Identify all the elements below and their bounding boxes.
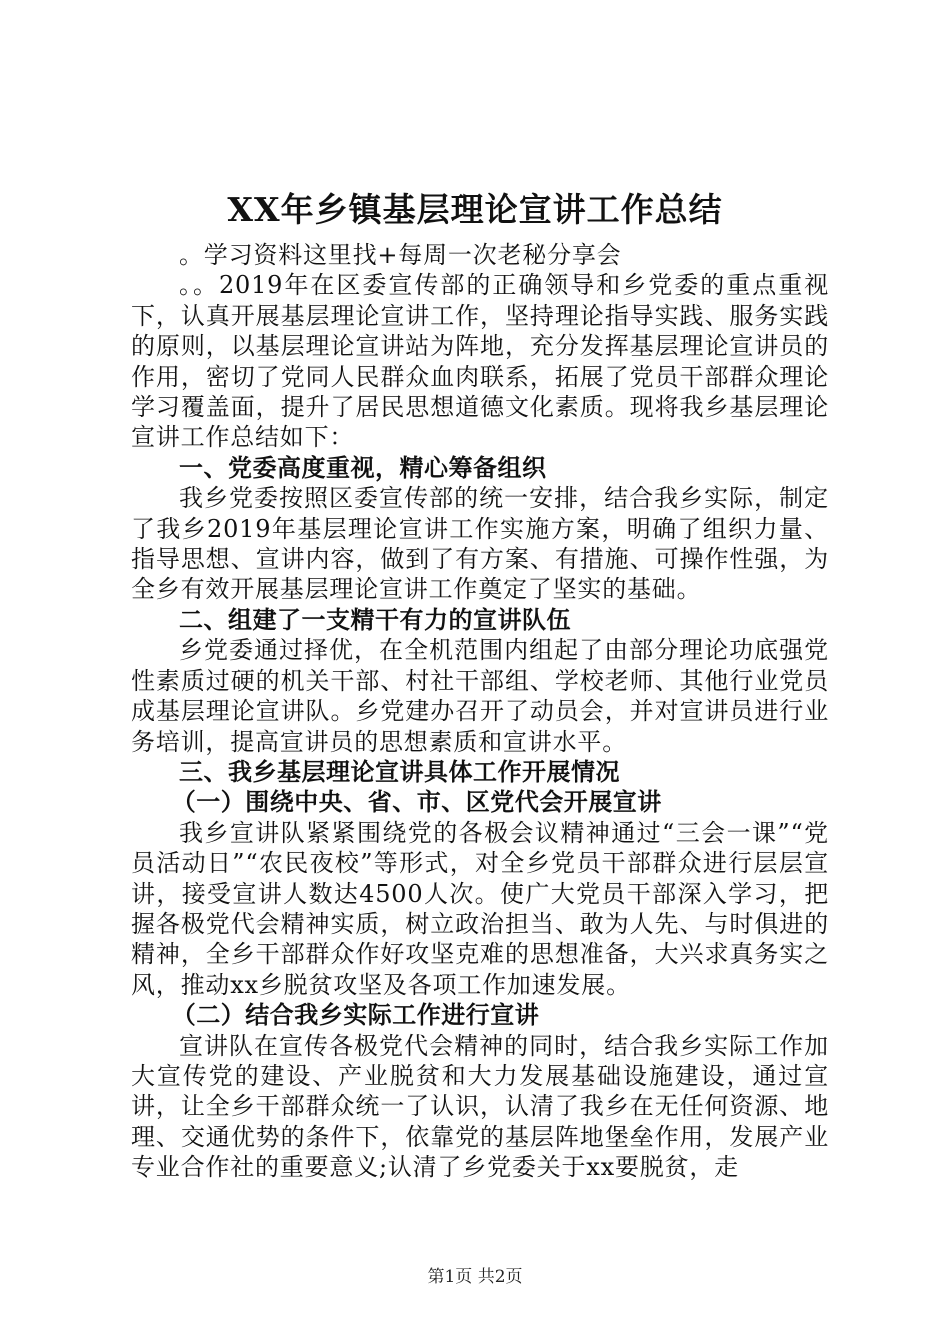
intro-paragraph: 。。2019年在区委宣传部的正确领导和乡党委的重点重视下，认真开展基层理论宣讲工作，坚持理论指导实践、服务实践的原则，以基层理论宣讲站为阵地，充分发挥基层理论宣讲员的作用，密切了党同人民群众血肉联系，拓展了党员干部群众理论学习覆盖面，提升了居民思想道德文化素质。现将我乡基层理论宣讲工作总结如下： bbox=[131, 271, 829, 452]
document-body bbox=[131, 240, 829, 1183]
section-heading-2: 二、组建了一支精干有力的宣讲队伍 bbox=[179, 605, 571, 634]
section-heading-3: 三、我乡基层理论宣讲具体工作开展情况 bbox=[179, 757, 620, 786]
subsection-heading-1: （一）围绕中央、省、市、区党代会开展宣讲 bbox=[171, 788, 662, 817]
subsection-paragraph-1: 我乡宣讲队紧紧围绕党的各极会议精神通过“三会一课”“党员活动日”“农民夜校”等形式，对全乡党员干部群众进行层层宣讲，接受宣讲人数达4500人次。使广大党员干部深入学习，把握各极党代会精神实质，树立政治担当、敢为人先、与时俱进的精神，全乡干部群众作好攻坚克难的思想准备，大兴求真务实之风，推动xx乡脱贫攻坚及各项工作加速发展。 bbox=[131, 818, 829, 999]
subsection-heading-2: （二）结合我乡实际工作进行宣讲 bbox=[171, 1001, 540, 1030]
section-paragraph-1: 我乡党委按照区委宣传部的统一安排，结合我乡实际，制定了我乡2019年基层理论宣讲工作实施方案，明确了组织力量、指导思想、宣讲内容，做到了有方案、有措施、可操作性强，为全乡有效开展基层理论宣讲工作奠定了坚实的基础。 bbox=[131, 484, 829, 604]
note-line: 。学习资料这里找+每周一次老秘分享会 bbox=[179, 241, 622, 269]
section-paragraph-2: 乡党委通过择优，在全机范围内组起了由部分理论功底强党性素质过硬的机关干部、村社干部组、学校老师、其他行业党员成基层理论宣讲队。乡党建办召开了动员会，并对宣讲员进行业务培训，提高宣讲员的思想素质和宣讲水平。 bbox=[131, 636, 829, 756]
section-heading-1: 一、党委高度重视，精心筹备组织 bbox=[179, 453, 547, 482]
page-footer: 第1页 共2页 bbox=[427, 1267, 523, 1287]
subsection-paragraph-2: 宣讲队在宣传各极党代会精神的同时，结合我乡实际工作加大宣传党的建设、产业脱贫和大力发展基础设施建设，通过宣讲，让全乡干部群众统一了认识，认清了我乡在无任何资源、地理、交通优势的条件下，依靠党的基层阵地堡垒作用，发展产业专业合作社的重要意义;认清了乡党委关于xx要脱贫，走 bbox=[131, 1031, 829, 1182]
document-title: XX年乡镇基层理论宣讲工作总结 bbox=[227, 190, 723, 229]
